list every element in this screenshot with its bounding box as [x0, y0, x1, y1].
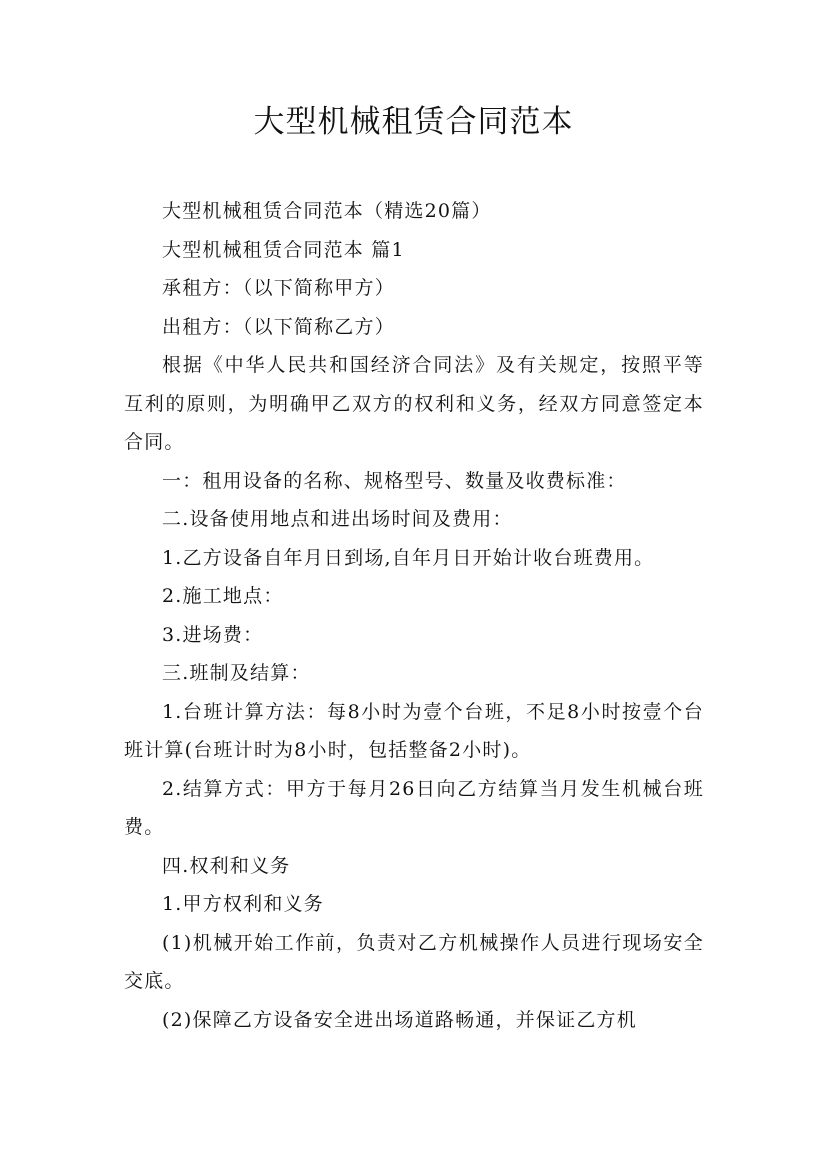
paragraph-section-heading: 大型机械租赁合同范本 篇1 — [162, 238, 405, 261]
paragraph-clause-2-2: 2.施工地点： — [162, 585, 284, 607]
paragraph-subtitle: 大型机械租赁合同范本（精选20篇） — [162, 200, 492, 222]
document-title: 大型机械租赁合同范本 — [253, 104, 574, 140]
paragraph-clause-2-1: 1.乙方设备自年月日到场,自年月日开始计收台班费用。 — [162, 546, 655, 569]
document-body — [124, 192, 704, 1039]
paragraph-clause-4-1-b: (2)保障乙方设备安全进出场道路畅通，并保证乙方机 — [162, 1008, 637, 1031]
paragraph-preamble: 根据《中华人民共和国经济合同法》及有关规定，按照平等互利的原则，为明确甲乙双方的权利和义务，经双方同意签定本合同。 — [124, 354, 704, 453]
paragraph-clause-1: 一：租用设备的名称、规格型号、数量及收费标准： — [162, 469, 627, 492]
paragraph-clause-4: 四.权利和义务 — [162, 854, 291, 877]
paragraph-clause-2-3: 3.进场费： — [162, 623, 264, 646]
paragraph-clause-3: 三.班制及结算： — [162, 662, 311, 684]
paragraph-lessor: 出租方：（以下简称乙方） — [162, 315, 395, 338]
paragraph-clause-2: 二.设备使用地点和进出场时间及费用： — [162, 508, 513, 530]
paragraph-clause-4-1: 1.甲方权利和义务 — [162, 893, 324, 915]
paragraph-lessee: 承租方：（以下简称甲方） — [162, 277, 395, 299]
paragraph-clause-4-1-a: (1)机械开始工作前，负责对乙方机械操作人员进行现场安全交底。 — [124, 931, 704, 992]
paragraph-clause-3-1: 1.台班计算方法：每8小时为壹个台班，不足8小时按壹个台班计算(台班计时为8小时，包括整备2小时)。 — [124, 700, 704, 761]
paragraph-clause-3-2: 2.结算方式：甲方于每月26日向乙方结算当月发生机械台班费。 — [124, 777, 704, 838]
